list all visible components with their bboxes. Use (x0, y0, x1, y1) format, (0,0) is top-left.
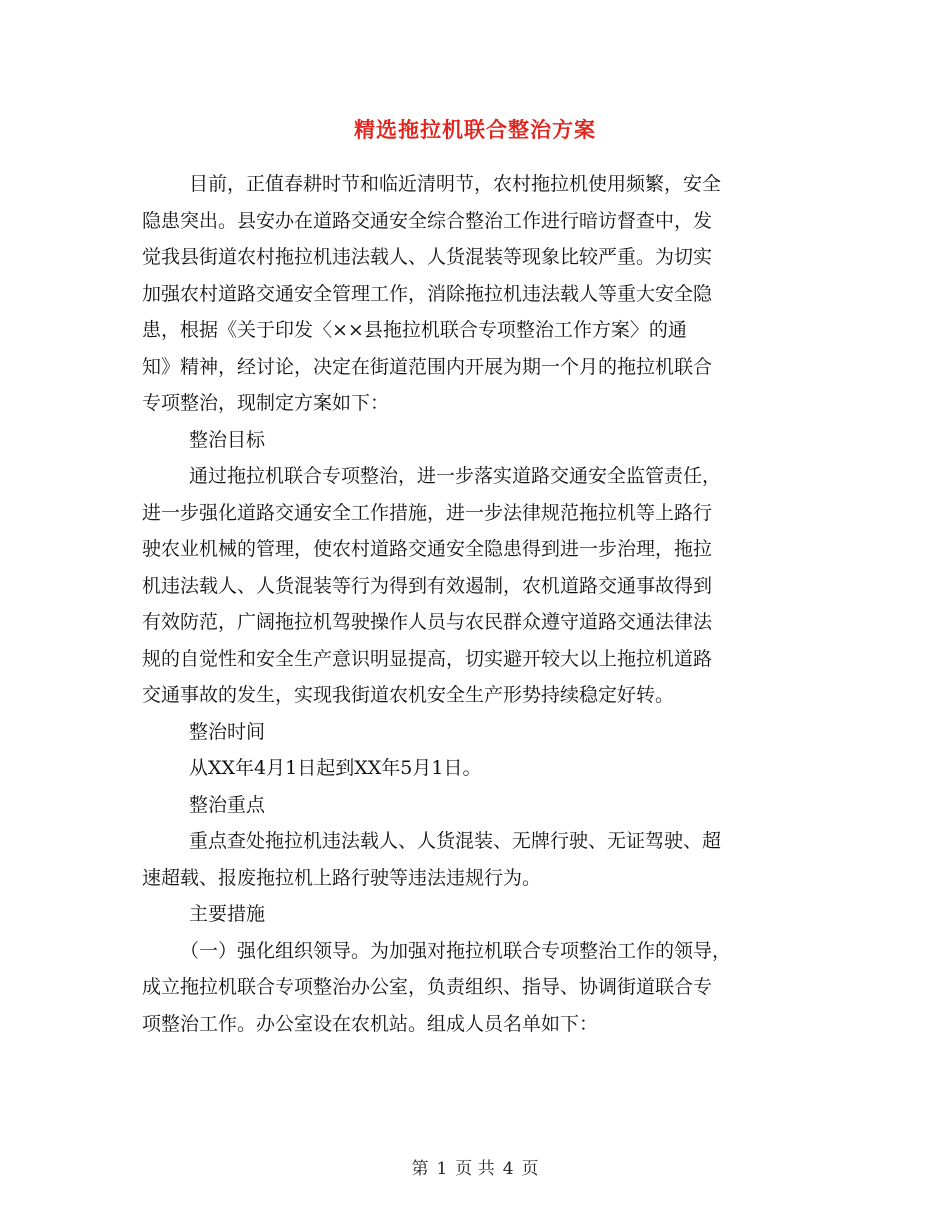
body-line: 从XX年4月1日起到XX年5月1日。 (189, 757, 482, 779)
body-line: 知》精神，经讨论，决定在街道范围内开展为期一个月的拖拉机联合 (142, 355, 713, 378)
body-line: 驶农业机械的管理，使农村道路交通安全隐患得到进一步治理，拖拉 (142, 538, 713, 560)
section-heading: 整治重点 (189, 793, 266, 816)
body-line: 患，根据《关于印发〈××县拖拉机联合专项整治工作方案〉的通 (142, 319, 687, 341)
body-line: 有效防范，广阔拖拉机驾驶操作人员与农民群众遵守道路交通法律法 (142, 611, 713, 633)
body-line: 觉我县街道农村拖拉机违法载人、人货混装等现象比较严重。为切实 (142, 246, 713, 268)
section-heading: 整治目标 (189, 428, 266, 451)
body-line: 机违法载人、人货混装等行为得到有效遏制，农机道路交通事故得到 (142, 574, 713, 597)
footer-middle: 页 共 (455, 1159, 495, 1179)
body-line: 加强农村道路交通安全管理工作，消除拖拉机违法载人等重大安全隐 (142, 282, 713, 305)
section-heading: 主要措施 (189, 903, 266, 925)
page-number: 1 (436, 1159, 448, 1179)
body-line: （一）强化组织领导。为加强对拖拉机联合专项整治工作的领导， (180, 939, 732, 962)
footer-suffix: 页 (521, 1159, 539, 1179)
page-total: 4 (502, 1159, 514, 1179)
document-body (142, 166, 802, 1042)
body-line: 重点查处拖拉机违法载人、人货混装、无牌行驶、无证驾驶、超 (189, 830, 722, 852)
body-line: 成立拖拉机联合专项整治办公室，负责组织、指导、协调街道联合专 (142, 976, 713, 998)
footer-prefix: 第 (411, 1159, 429, 1179)
page-title: 精选拖拉机联合整治方案 (354, 117, 596, 142)
page-footer (0, 1154, 950, 1179)
body-line: 进一步强化道路交通安全工作措施，进一步法律规范拖拉机等上路行 (142, 501, 713, 524)
body-line: 交通事故的发生，实现我街道农机安全生产形势持续稳定好转。 (142, 684, 675, 706)
body-line: 项整治工作。办公室设在农机站。组成人员名单如下： (142, 1012, 599, 1035)
body-line: 通过拖拉机联合专项整治，进一步落实道路交通安全监管责任， (189, 465, 722, 487)
body-line: 速超载、报废拖拉机上路行驶等违法违规行为。 (142, 866, 542, 889)
body-line: 规的自觉性和安全生产意识明显提高，切实避开较大以上拖拉机道路 (142, 647, 713, 670)
body-line: 目前，正值春耕时节和临近清明节，农村拖拉机使用频繁，安全 (189, 173, 722, 195)
section-heading: 整治时间 (189, 720, 266, 743)
body-line: 专项整治，现制定方案如下： (142, 392, 390, 414)
body-line: 隐患突出。县安办在道路交通安全综合整治工作进行暗访督查中，发 (142, 209, 713, 232)
